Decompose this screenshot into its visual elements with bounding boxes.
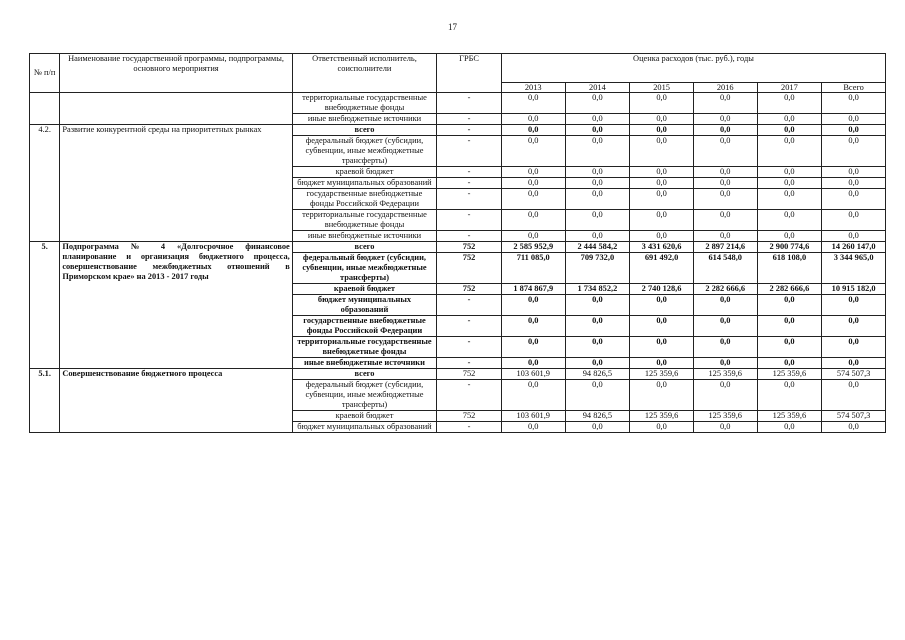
expense-value: 0,0 (501, 422, 565, 433)
grbs-code: - (437, 136, 502, 167)
expense-value: 14 260 147,0 (822, 242, 886, 253)
expense-value: 0,0 (693, 316, 757, 337)
grbs-code: 752 (437, 253, 502, 284)
expense-value: 1 734 852,2 (565, 284, 630, 295)
expense-value: 125 359,6 (757, 369, 822, 380)
expense-value: 0,0 (757, 93, 822, 114)
funding-source: государственные внебюджетные фонды Российской Федерации (292, 316, 437, 337)
expense-value: 0,0 (693, 136, 757, 167)
grbs-code: - (437, 114, 502, 125)
page-number: 17 (448, 22, 457, 32)
table-body (30, 93, 886, 433)
expense-value: 0,0 (565, 125, 630, 136)
expense-value: 0,0 (501, 316, 565, 337)
header-responsible: Ответственный исполнитель, соисполнители (292, 54, 437, 93)
grbs-code: - (437, 422, 502, 433)
expense-value: 0,0 (630, 231, 694, 242)
expense-value: 0,0 (757, 210, 822, 231)
expense-value: 0,0 (757, 178, 822, 189)
expense-value: 574 507,3 (822, 369, 886, 380)
expense-value: 0,0 (565, 358, 630, 369)
expense-value: 0,0 (822, 210, 886, 231)
expense-value: 125 359,6 (630, 411, 694, 422)
expense-value: 0,0 (757, 295, 822, 316)
expense-value: 0,0 (630, 178, 694, 189)
expense-value: 2 585 952,9 (501, 242, 565, 253)
expense-value: 0,0 (693, 337, 757, 358)
expense-value: 0,0 (565, 316, 630, 337)
grbs-code: 752 (437, 242, 502, 253)
expense-value: 0,0 (565, 189, 630, 210)
expense-value: 0,0 (822, 316, 886, 337)
expense-value: 0,0 (501, 136, 565, 167)
expense-value: 0,0 (501, 210, 565, 231)
expense-value: 0,0 (565, 93, 630, 114)
expense-value: 103 601,9 (501, 411, 565, 422)
expense-value: 0,0 (757, 337, 822, 358)
expense-value: 0,0 (630, 114, 694, 125)
grbs-code: - (437, 295, 502, 316)
expense-value: 0,0 (565, 380, 630, 411)
expense-value: 0,0 (565, 178, 630, 189)
expense-value: 125 359,6 (630, 369, 694, 380)
expense-value: 0,0 (693, 295, 757, 316)
funding-source: бюджет муниципальных образований (292, 295, 437, 316)
expense-value: 125 359,6 (757, 411, 822, 422)
expense-value: 0,0 (757, 380, 822, 411)
expense-value: 0,0 (630, 125, 694, 136)
expense-value: 0,0 (757, 136, 822, 167)
funding-source: территориальные государственные внебюджетные фонды (292, 210, 437, 231)
funding-source: всего (292, 125, 437, 136)
expense-value: 0,0 (565, 295, 630, 316)
funding-source: краевой бюджет (292, 167, 437, 178)
expense-value: 0,0 (757, 167, 822, 178)
expense-value: 2 282 666,6 (693, 284, 757, 295)
expense-value: 0,0 (822, 125, 886, 136)
expense-value: 0,0 (822, 93, 886, 114)
expense-value: 0,0 (822, 295, 886, 316)
expense-value: 0,0 (693, 380, 757, 411)
expense-value: 0,0 (501, 114, 565, 125)
expense-value: 711 085,0 (501, 253, 565, 284)
expense-value: 0,0 (693, 358, 757, 369)
expense-value: 0,0 (757, 422, 822, 433)
expense-value: 0,0 (630, 422, 694, 433)
funding-source: государственные внебюджетные фонды Российской Федерации (292, 189, 437, 210)
row-number: 5. (30, 242, 60, 369)
header-year: 2013 (501, 83, 565, 93)
expense-value: 0,0 (693, 114, 757, 125)
expense-value: 0,0 (822, 422, 886, 433)
expense-value: 0,0 (822, 358, 886, 369)
grbs-code: - (437, 167, 502, 178)
expense-value: 0,0 (501, 337, 565, 358)
expense-value: 2 900 774,6 (757, 242, 822, 253)
grbs-code: - (437, 125, 502, 136)
expense-value: 3 344 965,0 (822, 253, 886, 284)
program-name (60, 93, 292, 125)
expense-value: 103 601,9 (501, 369, 565, 380)
funding-source: федеральный бюджет (субсидии, субвенции, иные межбюджетные трансферты) (292, 380, 437, 411)
program-name: Совершенствование бюджетного процесса (60, 369, 292, 433)
table-row (30, 125, 886, 136)
expenditure-table (29, 53, 886, 433)
funding-source: иные внебюджетные источники (292, 231, 437, 242)
funding-source: краевой бюджет (292, 284, 437, 295)
table-row (30, 242, 886, 253)
expense-value: 0,0 (693, 189, 757, 210)
expense-value: 0,0 (630, 93, 694, 114)
expense-value: 0,0 (630, 210, 694, 231)
expense-value: 614 548,0 (693, 253, 757, 284)
grbs-code: - (437, 231, 502, 242)
expense-value: 0,0 (501, 295, 565, 316)
expense-value: 94 826,5 (565, 369, 630, 380)
funding-source: всего (292, 242, 437, 253)
expense-value: 0,0 (822, 178, 886, 189)
expense-value: 0,0 (501, 358, 565, 369)
expense-value: 0,0 (501, 125, 565, 136)
expense-value: 0,0 (693, 93, 757, 114)
expense-value: 0,0 (693, 422, 757, 433)
expense-value: 2 740 128,6 (630, 284, 694, 295)
expense-value: 0,0 (565, 114, 630, 125)
funding-source: иные внебюджетные источники (292, 114, 437, 125)
funding-source: территориальные государственные внебюджетные фонды (292, 93, 437, 114)
grbs-code: - (437, 178, 502, 189)
grbs-code: 752 (437, 411, 502, 422)
expense-value: 0,0 (565, 136, 630, 167)
expense-value: 0,0 (501, 178, 565, 189)
expense-value: 0,0 (822, 167, 886, 178)
funding-source: иные внебюджетные источники (292, 358, 437, 369)
expense-value: 0,0 (501, 380, 565, 411)
header-name: Наименование государственной программы, подпрограммы, основного мероприятия (60, 54, 292, 93)
expense-value: 0,0 (630, 316, 694, 337)
expense-value: 2 897 214,6 (693, 242, 757, 253)
funding-source: федеральный бюджет (субсидии, субвенции, иные межбюджетные трансферты) (292, 253, 437, 284)
expense-value: 0,0 (565, 337, 630, 358)
expense-value: 2 444 584,2 (565, 242, 630, 253)
expense-value: 0,0 (693, 167, 757, 178)
expense-value: 0,0 (565, 210, 630, 231)
expense-value: 0,0 (822, 380, 886, 411)
funding-source: бюджет муниципальных образований (292, 422, 437, 433)
expense-value: 691 492,0 (630, 253, 694, 284)
header-grbs: ГРБС (437, 54, 502, 93)
expense-value: 0,0 (693, 210, 757, 231)
expense-value: 0,0 (565, 167, 630, 178)
funding-source: федеральный бюджет (субсидии, субвенции, иные межбюджетные трансферты) (292, 136, 437, 167)
expense-value: 0,0 (693, 231, 757, 242)
expense-value: 0,0 (565, 231, 630, 242)
row-number: 4.2. (30, 125, 60, 242)
header-num: № п/п (30, 54, 60, 93)
expense-value: 0,0 (757, 358, 822, 369)
expense-value: 0,0 (822, 136, 886, 167)
header-year: 2015 (630, 83, 694, 93)
expense-value: 0,0 (630, 358, 694, 369)
funding-source: всего (292, 369, 437, 380)
grbs-code: 752 (437, 369, 502, 380)
expense-value: 0,0 (757, 231, 822, 242)
expense-value: 0,0 (822, 114, 886, 125)
header-year: 2017 (757, 83, 822, 93)
expense-value: 0,0 (822, 337, 886, 358)
expense-value: 0,0 (630, 167, 694, 178)
expense-value: 0,0 (822, 231, 886, 242)
funding-source: краевой бюджет (292, 411, 437, 422)
expense-value: 0,0 (565, 422, 630, 433)
expense-value: 0,0 (501, 93, 565, 114)
expense-value: 0,0 (501, 231, 565, 242)
grbs-code: - (437, 210, 502, 231)
grbs-code: - (437, 380, 502, 411)
row-number (30, 93, 60, 125)
expense-value: 709 732,0 (565, 253, 630, 284)
expense-value: 0,0 (757, 125, 822, 136)
expense-value: 0,0 (630, 380, 694, 411)
expense-value: 3 431 620,6 (630, 242, 694, 253)
expense-value: 2 282 666,6 (757, 284, 822, 295)
program-name: Подпрограмма № 4 «Долгосрочное финансовое планирование и организация бюджетного процесса, совершенствование межбюджетных отношений в Приморском крае» на 2013 - 2017 годы (60, 242, 292, 369)
expense-value: 125 359,6 (693, 369, 757, 380)
grbs-code: - (437, 358, 502, 369)
expense-value: 574 507,3 (822, 411, 886, 422)
expense-value: 0,0 (757, 189, 822, 210)
table-row (30, 369, 886, 380)
expense-value: 0,0 (693, 125, 757, 136)
grbs-code: - (437, 189, 502, 210)
expense-value: 0,0 (630, 189, 694, 210)
header-year: Всего (822, 83, 886, 93)
expense-value: 0,0 (501, 167, 565, 178)
funding-source: территориальные государственные внебюджетные фонды (292, 337, 437, 358)
header-year: 2016 (693, 83, 757, 93)
header-year: 2014 (565, 83, 630, 93)
expense-value: 1 874 867,9 (501, 284, 565, 295)
expense-value: 94 826,5 (565, 411, 630, 422)
table-row (30, 93, 886, 114)
expense-value: 10 915 182,0 (822, 284, 886, 295)
expense-value: 0,0 (501, 189, 565, 210)
expense-value: 0,0 (693, 178, 757, 189)
expense-value: 125 359,6 (693, 411, 757, 422)
grbs-code: 752 (437, 284, 502, 295)
header-estimate: Оценка расходов (тыс. руб.), годы (501, 54, 885, 83)
grbs-code: - (437, 93, 502, 114)
expense-value: 0,0 (822, 189, 886, 210)
expense-value: 0,0 (757, 114, 822, 125)
program-name: Развитие конкурентной среды на приоритетных рынках (60, 125, 292, 242)
expense-value: 0,0 (630, 337, 694, 358)
expense-value: 0,0 (630, 295, 694, 316)
funding-source: бюджет муниципальных образований (292, 178, 437, 189)
expense-value: 0,0 (757, 316, 822, 337)
grbs-code: - (437, 316, 502, 337)
expense-value: 0,0 (630, 136, 694, 167)
grbs-code: - (437, 337, 502, 358)
row-number: 5.1. (30, 369, 60, 433)
expense-value: 618 108,0 (757, 253, 822, 284)
